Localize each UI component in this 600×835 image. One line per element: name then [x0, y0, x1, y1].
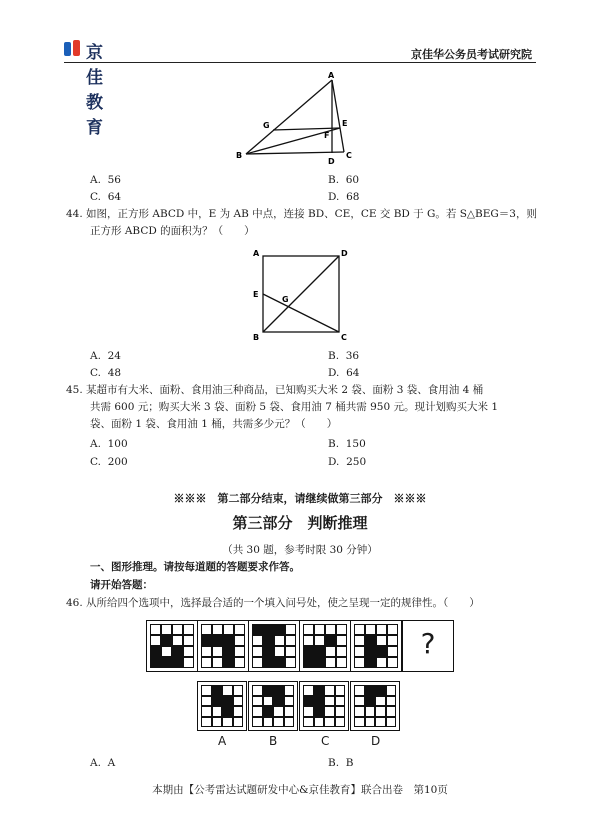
grid-cell — [274, 635, 285, 646]
grid-cell — [150, 646, 161, 657]
q46-sequence-figure — [146, 620, 198, 672]
option-value: 64 — [346, 367, 360, 379]
q46-sequence-figure — [350, 620, 402, 672]
grid-cell — [375, 685, 386, 696]
grid-cell — [223, 646, 234, 657]
grid-cell — [263, 706, 274, 717]
q46-option-figure — [350, 681, 400, 731]
grid-cell — [376, 624, 387, 635]
grid-cell — [172, 646, 183, 657]
grid-cell — [212, 657, 223, 668]
grid-cell — [325, 646, 336, 657]
q45-option-a — [90, 437, 128, 451]
grid-cell — [183, 657, 194, 668]
option-value: 24 — [107, 350, 121, 362]
grid-cell — [234, 657, 245, 668]
q46-sequence-figure — [299, 620, 351, 672]
grid-cell — [354, 706, 365, 717]
grid-cell — [201, 646, 212, 657]
grid-cell — [150, 657, 161, 668]
grid-cell — [325, 657, 336, 668]
grid-cell — [212, 624, 223, 635]
grid-cell — [335, 717, 346, 728]
option-value: A — [107, 757, 116, 769]
grid-cell — [376, 657, 387, 668]
fig43-line-ac — [332, 80, 344, 152]
grid-cell — [212, 696, 223, 707]
grid-cell — [324, 696, 335, 707]
grid-cell — [324, 685, 335, 696]
grid-cell — [223, 635, 234, 646]
fig44-label-b: B — [253, 333, 260, 342]
q46-option-letter-d: D — [371, 734, 381, 748]
question-number: 44. — [66, 208, 83, 220]
grid-cell — [201, 685, 212, 696]
grid-cell — [354, 685, 365, 696]
grid-cell — [387, 635, 398, 646]
q43-option-c — [90, 190, 121, 204]
option-value: 36 — [345, 350, 360, 362]
grid-cell — [284, 717, 295, 728]
grid-cell — [233, 706, 244, 717]
grid-cell — [376, 646, 387, 657]
grid-cell — [303, 635, 314, 646]
grid-cell — [335, 685, 346, 696]
grid-cell — [354, 646, 365, 657]
grid-cell — [161, 635, 172, 646]
option-label: A. — [90, 350, 101, 362]
grid-cell — [354, 717, 365, 728]
grid-cell — [150, 635, 161, 646]
question-mark: ? — [420, 627, 436, 660]
q46-sequence-figure — [197, 620, 249, 672]
grid-cell — [172, 635, 183, 646]
org-name: 京佳华公务员考试研究院 — [411, 48, 532, 61]
q44-option-b — [328, 349, 359, 363]
option-label: C. — [90, 456, 101, 468]
grid-cell — [222, 706, 233, 717]
question-text: 从所给四个选项中，选择最合适的一个填入问号处，使之呈现一定的规律性。（ ） — [86, 597, 480, 609]
grid-cell — [365, 685, 376, 696]
grid-cell — [314, 696, 325, 707]
grid-cell — [314, 635, 325, 646]
grid-cell — [375, 717, 386, 728]
logo-mark-icon — [64, 40, 82, 58]
grid-cell — [365, 646, 376, 657]
grid-cell — [314, 717, 325, 728]
q43-option-a — [90, 173, 121, 187]
fig44-label-a: A — [253, 249, 260, 258]
fig43-label-b: B — [236, 151, 243, 160]
grid-cell — [324, 706, 335, 717]
fig43-label-a: A — [328, 71, 335, 80]
header-divider — [64, 62, 536, 63]
grid-cell — [284, 706, 295, 717]
q44-option-d — [328, 366, 359, 380]
fig43-line-ge — [273, 128, 340, 130]
option-value: 68 — [346, 191, 360, 203]
question-text: 某超市有大米、面粉、食用油三种商品，已知购买大米 2 袋、面粉 3 袋、食用油 4 桶 — [86, 384, 484, 396]
grid-cell — [201, 624, 212, 635]
fig44-label-d: D — [341, 249, 348, 258]
q43-option-b — [328, 173, 359, 187]
fig43-line-ab — [246, 80, 332, 154]
q46-sequence-figure — [248, 620, 300, 672]
option-label: B. — [328, 174, 340, 186]
fig43-label-c: C — [346, 151, 352, 160]
grid-cell — [263, 657, 274, 668]
option-label: D. — [328, 456, 340, 468]
grid-cell — [335, 696, 346, 707]
grid-cell — [201, 635, 212, 646]
section-subtitle: （共 30 题，参考时限 30 分钟） — [222, 544, 378, 556]
q44-question-line2: 正方形 ABCD 的面积为？（ ） — [90, 225, 255, 237]
start-prompt: 请开始答题： — [90, 579, 153, 591]
option-value: 250 — [346, 456, 367, 468]
grid-cell — [325, 635, 336, 646]
grid-cell — [365, 624, 376, 635]
q45-option-b — [328, 437, 366, 451]
grid-cell — [223, 657, 234, 668]
grid-cell — [273, 696, 284, 707]
option-label: B. — [328, 438, 340, 450]
grid-cell — [252, 685, 263, 696]
grid-cell — [365, 696, 376, 707]
q46-option-figure — [299, 681, 349, 731]
option-value: 60 — [345, 174, 360, 186]
grid-cell — [314, 646, 325, 657]
grid-cell — [314, 624, 325, 635]
fig43-label-g: G — [263, 121, 270, 130]
grid-cell — [222, 717, 233, 728]
grid-cell — [263, 717, 274, 728]
grid-cell — [233, 685, 244, 696]
grid-cell — [303, 717, 314, 728]
grid-cell — [273, 717, 284, 728]
grid-cell — [303, 706, 314, 717]
grid-cell — [284, 696, 295, 707]
grid-cell — [233, 696, 244, 707]
q43-option-d — [328, 190, 359, 204]
grid-cell — [386, 706, 397, 717]
grid-cell — [336, 646, 347, 657]
option-label: A. — [90, 438, 101, 450]
q46-option-figure — [248, 681, 298, 731]
grid-cell — [325, 624, 336, 635]
grid-cell — [335, 706, 346, 717]
grid-cell — [303, 696, 314, 707]
q44-option-a — [90, 349, 121, 363]
grid-cell — [263, 685, 274, 696]
grid-cell — [376, 635, 387, 646]
part-heading: 一、图形推理。请按每道题的答题要求作答。 — [90, 561, 300, 573]
q45-question-line1 — [66, 383, 483, 397]
option-value: 100 — [107, 438, 128, 450]
option-label: B. — [328, 350, 340, 362]
grid-cell — [336, 624, 347, 635]
q45-question-line2: 共需 600 元；购买大米 3 袋、面粉 5 袋、食用油 7 桶共需 950 元。现计划购买大米 1 — [90, 401, 499, 413]
grid-cell — [234, 635, 245, 646]
grid-cell — [314, 706, 325, 717]
q46-option-figure — [197, 681, 247, 731]
fig44-label-g: G — [282, 295, 289, 304]
grid-cell — [234, 646, 245, 657]
grid-cell — [201, 696, 212, 707]
fig44-line-ec — [263, 294, 339, 332]
grid-cell — [150, 624, 161, 635]
grid-cell — [365, 635, 376, 646]
option-value: 150 — [345, 438, 366, 450]
grid-cell — [285, 624, 296, 635]
q44-option-c — [90, 366, 121, 380]
grid-cell — [252, 646, 263, 657]
grid-cell — [354, 657, 365, 668]
grid-cell — [212, 717, 223, 728]
q46-option-b — [328, 756, 353, 770]
option-value: 64 — [107, 191, 122, 203]
q46-option-a — [90, 756, 115, 770]
grid-cell — [161, 624, 172, 635]
q44-question-line1 — [66, 207, 537, 221]
grid-cell — [336, 635, 347, 646]
option-label: A. — [90, 174, 101, 186]
option-label: C. — [90, 367, 101, 379]
grid-cell — [336, 657, 347, 668]
option-value: 200 — [107, 456, 128, 468]
grid-cell — [223, 624, 234, 635]
grid-cell — [274, 646, 285, 657]
grid-cell — [387, 657, 398, 668]
grid-cell — [375, 706, 386, 717]
grid-cell — [201, 717, 212, 728]
option-label: D. — [328, 191, 340, 203]
option-value: 48 — [107, 367, 122, 379]
q43-triangle-figure — [232, 70, 362, 166]
fig44-label-c: C — [341, 333, 347, 342]
section-end-note: ※※※ 第二部分结束，请继续做第三部分 ※※※ — [173, 492, 427, 505]
q46-question — [66, 596, 480, 610]
option-label: C. — [90, 191, 101, 203]
fig43-label-f: F — [324, 131, 330, 140]
grid-cell — [252, 624, 263, 635]
grid-cell — [234, 624, 245, 635]
grid-cell — [324, 717, 335, 728]
grid-cell — [386, 696, 397, 707]
grid-cell — [183, 635, 194, 646]
grid-cell — [387, 624, 398, 635]
q46-option-letter-a: A — [218, 734, 227, 748]
grid-cell — [161, 657, 172, 668]
grid-cell — [284, 685, 295, 696]
footer: 本期由【公考雷达试题研发中心&京佳教育】联合出卷 第10页 — [152, 784, 448, 796]
q45-option-c — [90, 455, 128, 469]
grid-cell — [285, 657, 296, 668]
grid-cell — [285, 635, 296, 646]
grid-cell — [274, 657, 285, 668]
grid-cell — [212, 646, 223, 657]
q45-question-line3: 袋、面粉 1 袋、食用油 1 桶，共需多少元？（ ） — [90, 418, 338, 430]
grid-cell — [233, 717, 244, 728]
grid-cell — [172, 657, 183, 668]
fig44-label-e: E — [253, 290, 259, 299]
grid-cell — [252, 717, 263, 728]
grid-cell — [354, 696, 365, 707]
grid-cell — [303, 624, 314, 635]
option-value: B — [345, 757, 354, 769]
grid-cell — [354, 635, 365, 646]
option-label: D. — [328, 367, 340, 379]
option-label: B. — [328, 757, 340, 769]
fig43-label-d: D — [328, 157, 335, 166]
grid-cell — [274, 624, 285, 635]
grid-cell — [252, 657, 263, 668]
q45-option-d — [328, 455, 366, 469]
grid-cell — [263, 696, 274, 707]
grid-cell — [386, 717, 397, 728]
question-number: 46. — [66, 597, 83, 609]
grid-cell — [263, 635, 274, 646]
option-value: 56 — [107, 174, 121, 186]
grid-cell — [354, 624, 365, 635]
grid-cell — [285, 646, 296, 657]
grid-cell — [314, 685, 325, 696]
grid-cell — [201, 706, 212, 717]
grid-cell — [303, 685, 314, 696]
logo-text: 京佳教育 — [86, 43, 104, 138]
grid-cell — [263, 624, 274, 635]
grid-cell — [252, 635, 263, 646]
grid-cell — [183, 646, 194, 657]
grid-cell — [212, 706, 223, 717]
fig44-line-bd — [263, 256, 339, 332]
q44-square-figure — [250, 246, 354, 342]
grid-cell — [365, 706, 376, 717]
grid-cell — [303, 657, 314, 668]
grid-cell — [222, 696, 233, 707]
question-number: 45. — [66, 384, 83, 396]
section-title: 第三部分 判断推理 — [232, 514, 368, 532]
grid-cell — [263, 646, 274, 657]
grid-cell — [365, 717, 376, 728]
q46-question-panel — [402, 620, 454, 672]
fig43-line-bc — [246, 152, 344, 154]
grid-cell — [183, 624, 194, 635]
grid-cell — [273, 706, 284, 717]
q46-option-letter-c: C — [321, 734, 330, 748]
grid-cell — [386, 685, 397, 696]
grid-cell — [387, 646, 398, 657]
grid-cell — [172, 624, 183, 635]
grid-cell — [222, 685, 233, 696]
grid-cell — [212, 635, 223, 646]
question-text: 如图，正方形 ABCD 中，E 为 AB 中点，连接 BD、CE，CE 交 BD 于 G。若 S△BEG＝3，则 — [86, 208, 537, 220]
grid-cell — [252, 706, 263, 717]
grid-cell — [365, 657, 376, 668]
grid-cell — [212, 685, 223, 696]
grid-cell — [375, 696, 386, 707]
grid-cell — [303, 646, 314, 657]
grid-cell — [161, 646, 172, 657]
grid-cell — [273, 685, 284, 696]
grid-cell — [252, 696, 263, 707]
option-label: A. — [90, 757, 101, 769]
grid-cell — [201, 657, 212, 668]
q46-option-letter-b: B — [269, 734, 278, 748]
grid-cell — [314, 657, 325, 668]
fig43-label-e: E — [342, 119, 348, 128]
